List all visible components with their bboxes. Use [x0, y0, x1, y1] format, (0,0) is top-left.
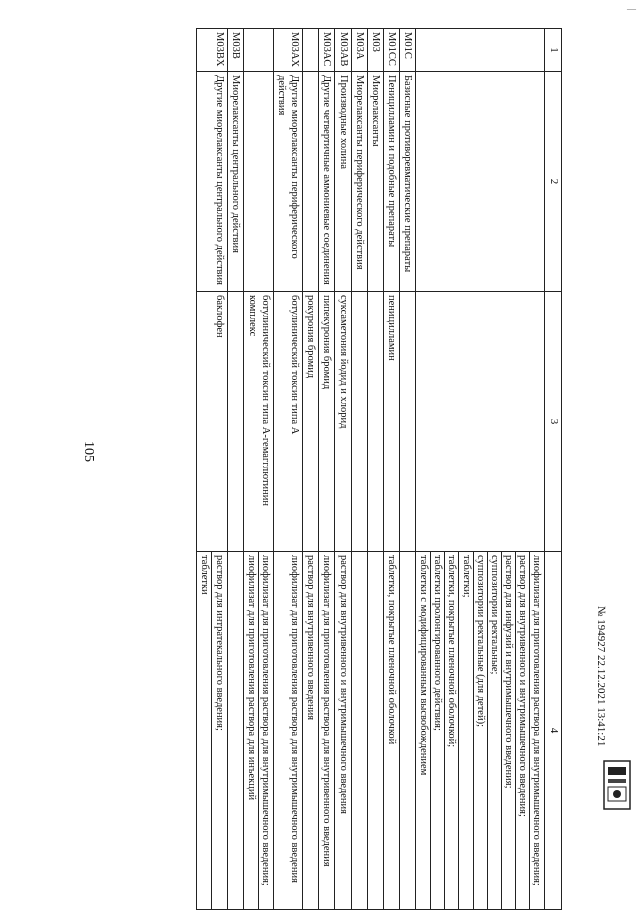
dosage-form-item: лиофилизат для приготовления раствора для внутримышечного введения;: [260, 555, 271, 886]
dosage-form-item: раствор для интратекального введения;: [213, 555, 225, 731]
substance-cell: пипекурония бромид: [319, 292, 335, 552]
table-row: [335, 29, 351, 910]
dosage-form-item: суппозитории ректальные (для детей);: [474, 552, 488, 909]
dosage-form-item: лиофилизат для приготовления раствора для внутривенного введения: [321, 555, 333, 867]
atc-code-cell: M01C: [400, 29, 416, 72]
dosage-forms-cell: [274, 552, 303, 910]
table-row: [243, 29, 273, 910]
page-number: 105: [81, 441, 96, 462]
atc-code-cell: [416, 29, 545, 72]
atc-code-cell: M03B: [227, 29, 243, 72]
group-name-cell: Другие миорелаксанты периферического действия: [274, 72, 303, 292]
document-table-wrapper: [34, 28, 562, 886]
dosage-forms-cell: [367, 552, 383, 910]
atc-code-cell: M03AX: [274, 29, 303, 72]
substance-cell: [400, 292, 416, 552]
group-name-cell: [303, 72, 319, 292]
dosage-form-item: лиофилизат для приготовления раствора для внутримышечного введения: [289, 555, 301, 883]
group-name-cell: Другие четвертичные аммониевые соединения: [319, 72, 335, 292]
emblem-icon: [600, 757, 634, 813]
atc-code-cell: M03A: [351, 29, 367, 72]
dosage-forms-cell: [400, 552, 416, 910]
dosage-forms-cell: [383, 552, 399, 910]
dosage-form-item: раствор для внутривенного и внутримышечного введения;: [516, 552, 530, 909]
substance-cell: ботулинический токсин типа А: [274, 292, 303, 552]
substance-cell: суксаметония йодид и хлорид: [335, 292, 351, 552]
dosage-forms-cell: [197, 552, 227, 910]
header-col-2: 2: [545, 72, 562, 292]
group-name-cell: Миорелаксанты: [367, 72, 383, 292]
dosage-forms-cell: [243, 552, 273, 910]
atc-code-cell: M03BX: [197, 29, 227, 72]
dosage-form-item: раствор для внутривенного введения: [305, 555, 317, 721]
table-row: [303, 29, 319, 910]
table-row: [319, 29, 335, 910]
dosage-form-item: таблетки;: [460, 552, 474, 909]
table-row: [351, 29, 367, 910]
header-col-4: 4: [545, 552, 562, 910]
dosage-form-item: таблетки с модифицированным высвобождением: [417, 552, 431, 909]
registration-footer: № 194927 22.12.2021 13:41:21: [595, 606, 607, 747]
dosage-forms-cell: [227, 552, 243, 910]
substance-cell: [227, 292, 243, 552]
dosage-form-item: таблетки, покрытые пленочной оболочкой;: [445, 552, 459, 909]
table-row: [416, 29, 545, 910]
corner-mark: —: [627, 4, 636, 14]
dosage-form-item: суппозитории ректальные;: [488, 552, 502, 909]
substance-cell: [416, 292, 545, 552]
dosage-forms-cell: [351, 552, 367, 910]
dosage-form-item: раствор для внутривенного и внутримышечного введения: [337, 555, 349, 814]
drug-classification-table: [196, 28, 562, 910]
substance-cell: баклофен: [197, 292, 227, 552]
dosage-form-item: лиофилизат для приготовления раствора для внутримышечного введения;: [531, 555, 543, 886]
atc-code-cell: M03: [367, 29, 383, 72]
table-row: [367, 29, 383, 910]
header-col-3: 3: [545, 292, 562, 552]
substance-cell: [351, 292, 367, 552]
substance-cell: [367, 292, 383, 552]
group-name-cell: Пеницилламин и подобные препараты: [383, 72, 399, 292]
dosage-forms-cell: [416, 552, 545, 910]
substance-cell: ботулинический токсин типа А-гемагглютинин комплекс: [243, 292, 273, 552]
dosage-form-item: лиофилизат для приготовления раствора для инъекций: [245, 552, 259, 909]
dosage-forms-cell: [303, 552, 319, 910]
table-row: [274, 29, 303, 910]
table-row: [383, 29, 399, 910]
table-row: [227, 29, 243, 910]
group-name-cell: Миорелаксанты периферического действия: [351, 72, 367, 292]
group-name-cell: Другие миорелаксанты центрального действия: [197, 72, 227, 292]
atc-code-cell: M01CC: [383, 29, 399, 72]
header-col-1: 1: [545, 29, 562, 72]
dosage-form-item: таблетки, покрытые пленочной оболочкой: [386, 555, 397, 745]
group-name-cell: Производные холина: [335, 72, 351, 292]
group-name-cell: [243, 72, 273, 292]
group-name-cell: [416, 72, 545, 292]
atc-code-cell: [243, 29, 273, 72]
dosage-form-item: таблетки пролонгированного действия;: [431, 552, 445, 909]
dosage-form-item: таблетки: [198, 552, 212, 909]
table-header-row: [545, 29, 562, 910]
group-name-cell: Базисные противоревматические препараты: [400, 72, 416, 292]
group-name-cell: Миорелаксанты центрального действия: [227, 72, 243, 292]
atc-code-cell: M03AB: [335, 29, 351, 72]
table-row: [400, 29, 416, 910]
dosage-forms-cell: [319, 552, 335, 910]
atc-code-cell: [303, 29, 319, 72]
atc-code-cell: M03AC: [319, 29, 335, 72]
table-row: [197, 29, 227, 910]
dosage-form-item: раствор для инфузий и внутримышечного введения;: [502, 552, 516, 909]
dosage-forms-cell: [335, 552, 351, 910]
substance-cell: пеницилламин: [383, 292, 399, 552]
substance-cell: рокурония бромид: [303, 292, 319, 552]
